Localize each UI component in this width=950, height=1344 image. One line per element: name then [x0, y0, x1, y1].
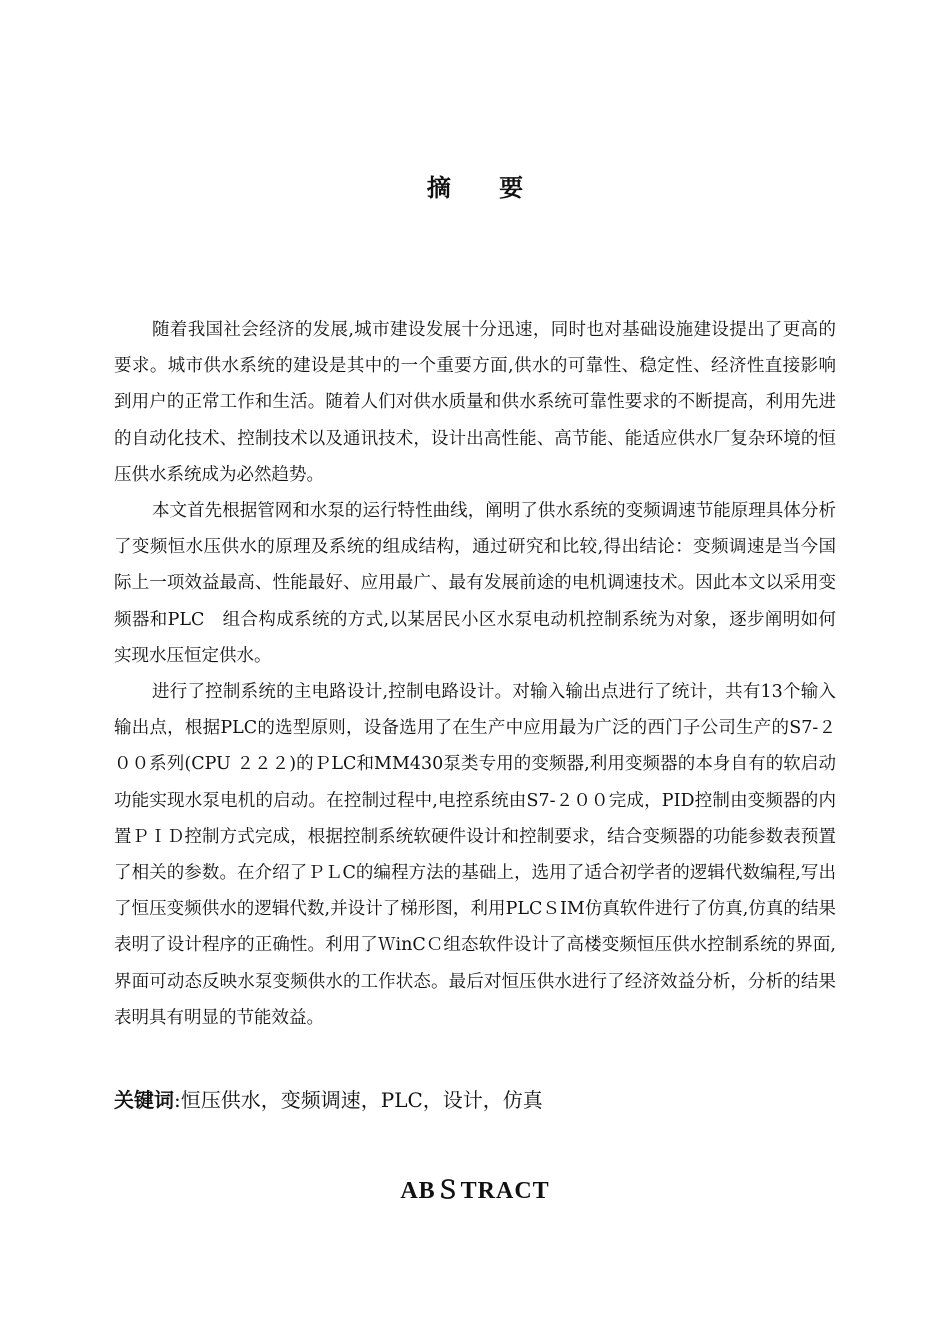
abstract-body [114, 312, 836, 1036]
keywords-line [114, 1084, 836, 1116]
abstract-paragraph-3: 进行了控制系统的主电路设计,控制电路设计。对输入输出点进行了统计，共有13个输入输出点，根据PLC的选型原则，设备选用了在生产中应用最为广泛的西门子公司生产的S7-２００系列(CPU ２２２)的ＰLC和MM430泵类专用的变频器,利用变频器的本身自有的软启动功能实现水泵电机的启动。在控制过程中,电控系统由S7-２００完成，PID控制由变频器的内置ＰＩＤ控制方式完成，根据控制系统软硬件设计和控制要求，结合变频器的功能参数表预置了相关的参数。在介绍了ＰＬC的编程方法的基础上，选用了适合初学者的逻辑代数编程,写出了恒压变频供水的逻辑代数,并设计了梯形图，利用PLCＳIM仿真软件进行了仿真,仿真的结果表明了设计程序的正确性。利用了ＷinCＣ组态软件设计了高楼变频恒压供水控制系统的界面,界面可动态反映水泵变频供水的工作状态。最后对恒压供水进行了经济效益分析，分析的结果表明具有明显的节能效益。 [114, 682, 836, 1028]
keywords-separator: : [174, 1088, 181, 1112]
abstract-paragraph-1: 随着我国社会经济的发展,城市建设发展十分迅速，同时也对基础设施建设提出了更高的要求。城市供水系统的建设是其中的一个重要方面,供水的可靠性、稳定性、经济性直接影响到用户的正常工作和生活。随着人们对供水质量和供水系统可靠性要求的不断提高，利用先进的自动化技术、控制技术以及通讯技术，设计出高性能、高节能、能适应供水厂复杂环境的恒压供水系统成为必然趋势。 [114, 320, 836, 485]
abstract-english-heading: ABＳTRACT [400, 1178, 550, 1204]
abstract-chinese-heading: 摘 要 [426, 174, 544, 202]
keywords-text: 恒压供水，变频调速，PLC，设计，仿真 [180, 1088, 543, 1112]
keywords-label: 关键词 [114, 1088, 174, 1112]
abstract-paragraph-2: 本文首先根据管网和水泵的运行特性曲线，阐明了供水系统的变频调速节能原理具体分析了变频恒水压供水的原理及系统的组成结构，通过研究和比较,得出结论：变频调速是当今国际上一项效益最高、性能最好、应用最广、最有发展前途的电机调速技术。因此本文以采用变频器和PLC 组合构成系统的方式,以某居民小区水泵电动机控制系统为对象，逐步阐明如何实现水压恒定供水。 [114, 501, 836, 666]
